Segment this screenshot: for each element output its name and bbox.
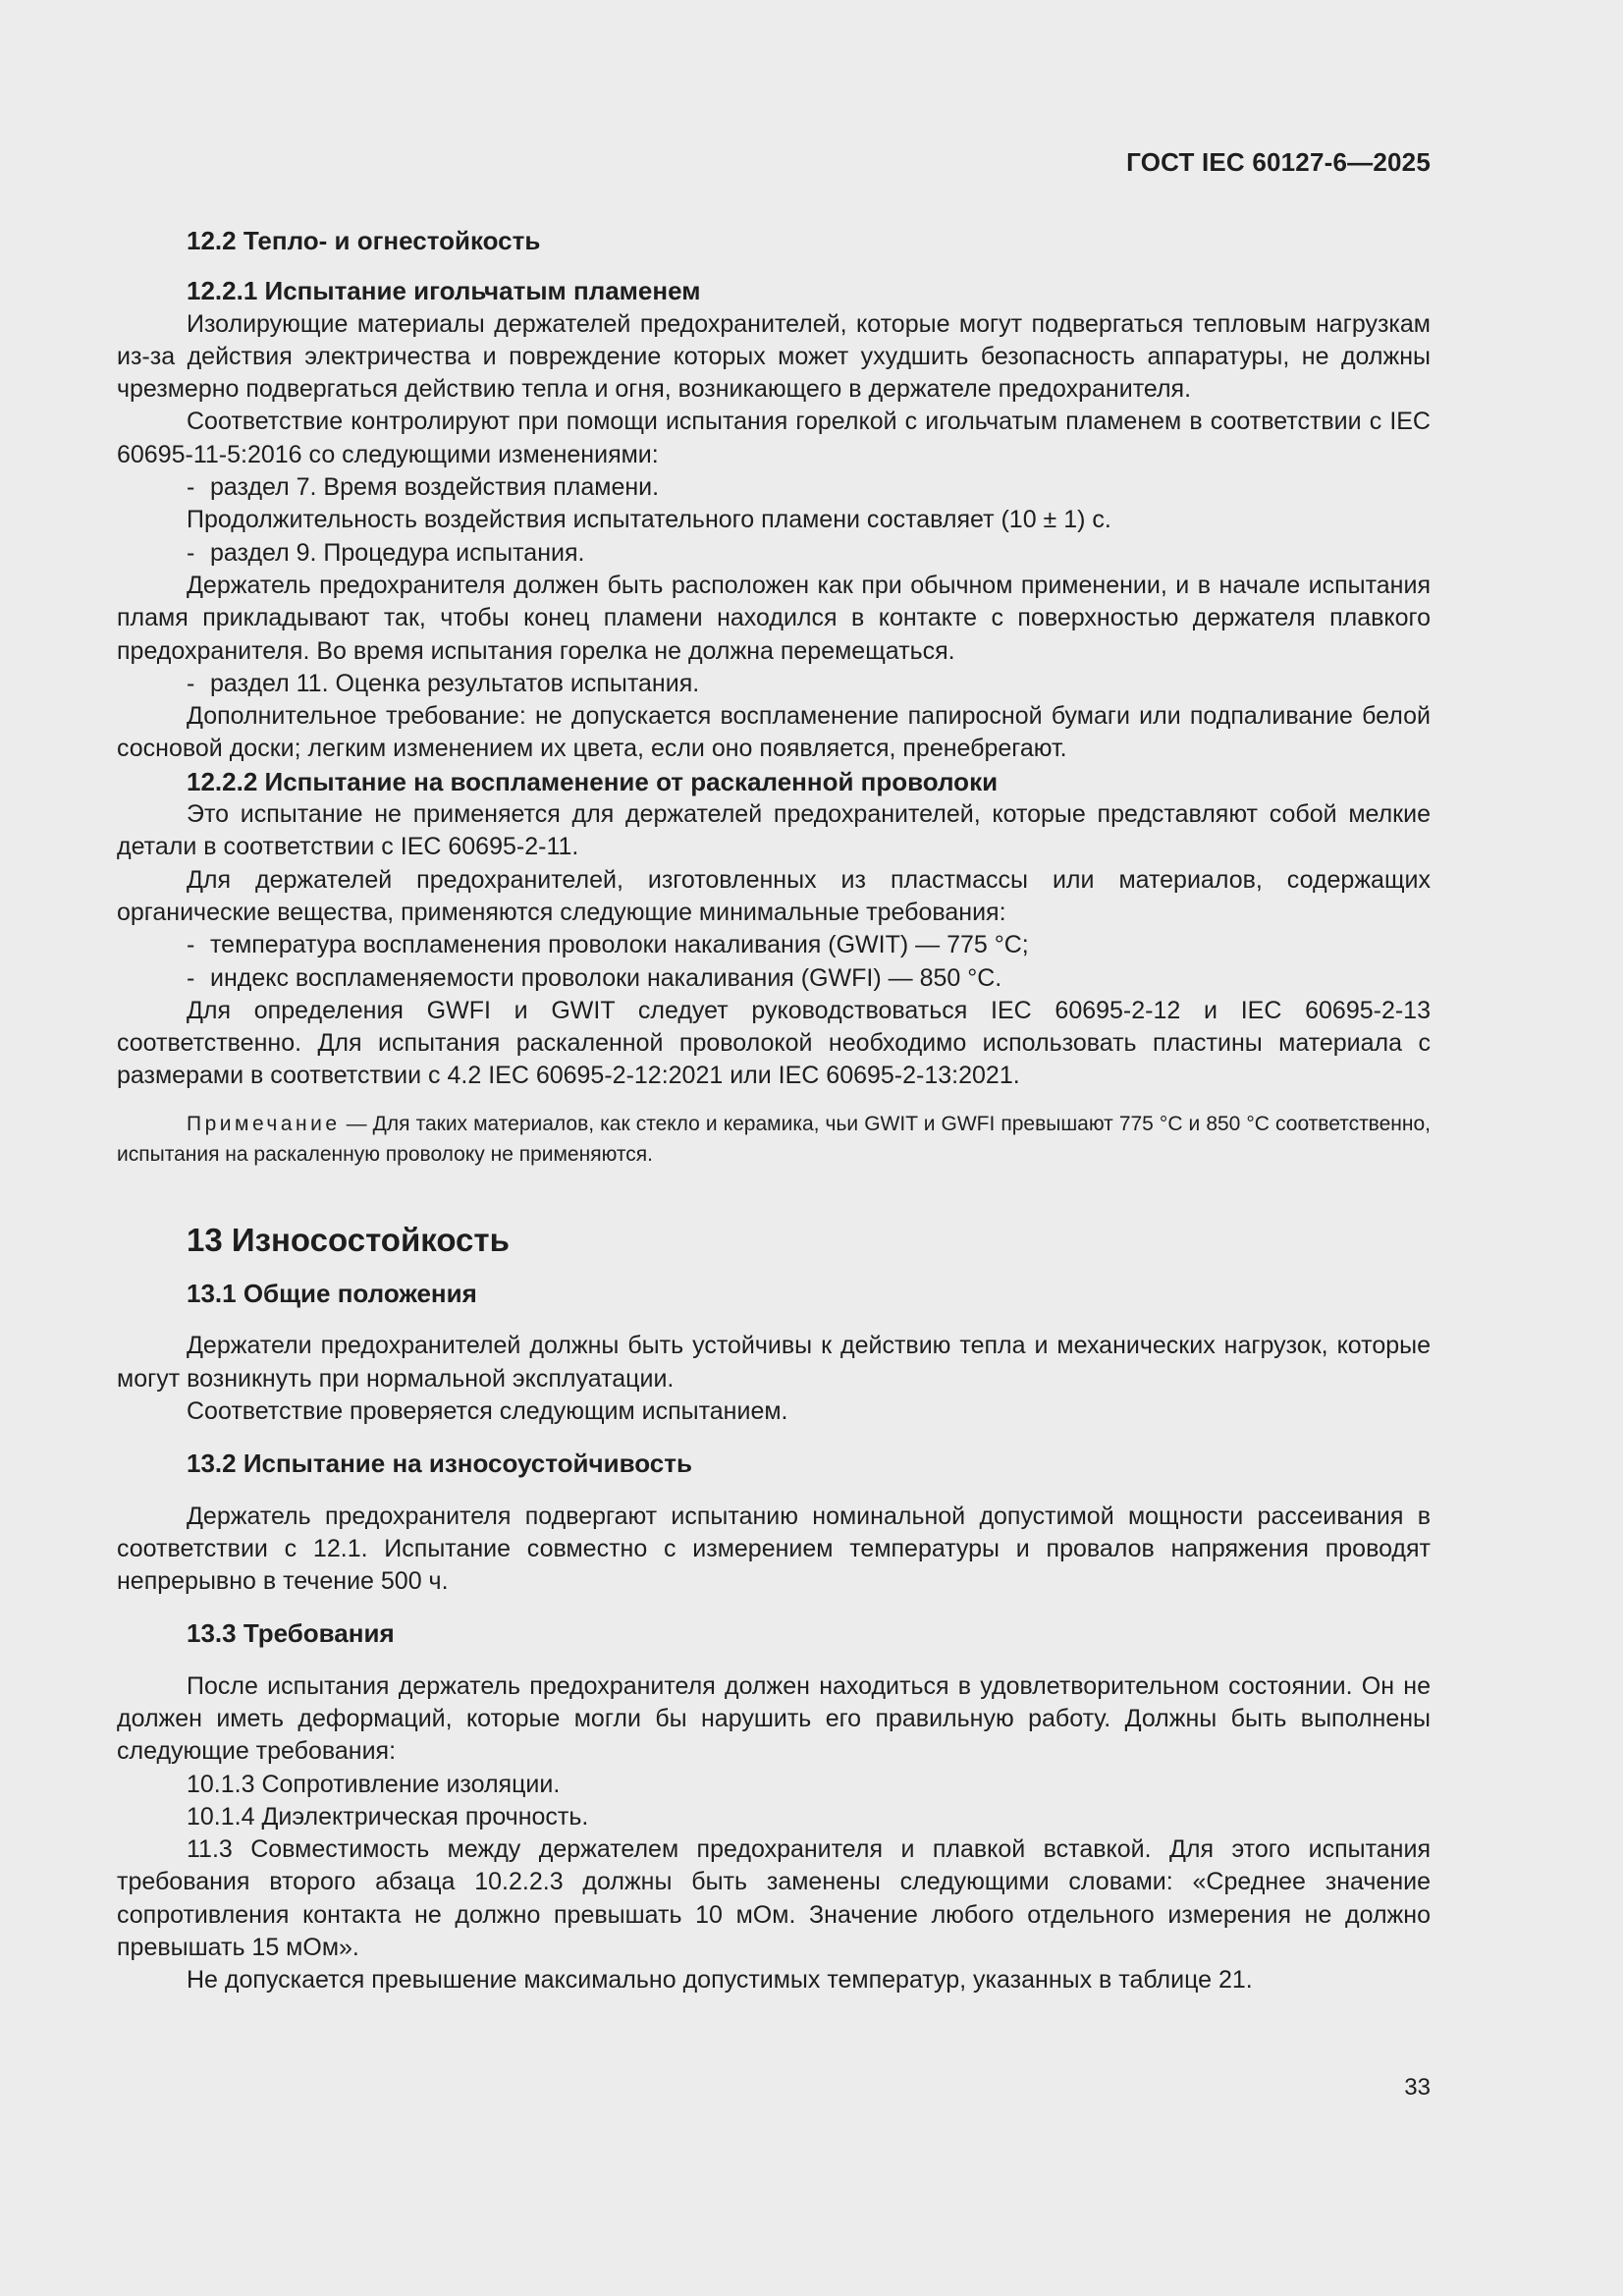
paragraph: Соответствие проверяется следующим испытанием.	[187, 1396, 788, 1425]
paragraph: Для определения GWFI и GWIT следует руководствоваться IEC 60695-2-12 и IEC 60695-2-13 соответственно. Для испытания раскаленной проволокой необходимо использовать пластины материала с размерами в соответствии с 4.2 IEC 60695-2-12:2021 или IEC 60695-2-13:2021.	[117, 996, 1431, 1090]
paragraph: Держатель предохранителя подвергают испытанию номинальной допустимой мощности рассеивания в соответствии с 12.1. Испытание совместно с измерением температуры и провалов напряжения проводят непрерывно в течение 500 ч.	[117, 1502, 1431, 1596]
list-item	[117, 668, 1431, 700]
list-dash: -	[187, 473, 195, 502]
section-13-2-heading: 13.2 Испытание на износоустойчивость	[187, 1449, 692, 1479]
section-13-heading: 13 Износостойкость	[187, 1221, 510, 1258]
note-label: Примечание	[187, 1112, 341, 1135]
paragraph: Держатели предохранителей должны быть устойчивы к действию тепла и механических нагрузок, которые могут возникнуть при нормальной эксплуатации.	[117, 1332, 1431, 1393]
list-item-text: индекс воспламеняемости проволоки накаливания (GWFI) — 850 °С.	[210, 963, 1002, 992]
paragraph: 10.1.4 Диэлектрическая прочность.	[187, 1802, 589, 1831]
section-13-1-heading: 13.1 Общие положения	[187, 1279, 477, 1309]
paragraph: Это испытание не применяется для держателей предохранителей, которые представляют собой мелкие детали в соответствии с IEC 60695-2-11.	[117, 800, 1431, 861]
note	[117, 1109, 1431, 1170]
list-dash: -	[187, 538, 195, 567]
paragraph: Для держателей предохранителей, изготовленных из пластмассы или материалов, содержащих органические вещества, применяются следующие минимальные требования:	[117, 865, 1431, 926]
list-dash: -	[187, 963, 195, 992]
list-item-text: температура воспламенения проволоки накаливания (GWIT) — 775 °С;	[210, 931, 1029, 959]
list-item-text: раздел 7. Время воздействия пламени.	[210, 473, 660, 502]
paragraph: 11.3 Совместимость между держателем предохранителя и плавкой вставкой. Для этого испытания требования второго абзаца 10.2.2.3 должны быть заменены следующими словами: «Среднее значение сопротивления контакта не должно превышать 10 мОм. Значение любого отдельного измерения не должно превышать 15 мОм».	[117, 1835, 1431, 1962]
paragraph: Изолирующие материалы держателей предохранителей, которые могут подвергаться тепловым нагрузкам из-за действия электричества и повреждение которых может ухудшить безопасность аппаратуры, не должны чрезмерно подвергаться действию тепла и огня, возникающего в держателе предохранителя.	[117, 309, 1431, 404]
list-item	[117, 471, 1431, 504]
list-item	[117, 962, 1431, 995]
list-item-text: раздел 11. Оценка результатов испытания.	[210, 669, 700, 697]
list-dash: -	[187, 931, 195, 959]
note-text: — Для таких материалов, как стекло и керамика, чьи GWIT и GWFI превышают 775 °С и 850 °С соответственно, испытания на раскаленную проволоку не применяются.	[117, 1112, 1431, 1166]
section-12-2-heading: 12.2 Тепло- и огнестойкость	[187, 226, 541, 255]
page-body	[117, 225, 1431, 1997]
paragraph: 10.1.3 Сопротивление изоляции.	[187, 1770, 561, 1798]
list-item	[117, 929, 1431, 961]
paragraph: Продолжительность воздействия испытательного пламени составляет (10 ± 1) с.	[187, 506, 1111, 534]
paragraph: Не допускается превышение максимально допустимых температур, указанных в таблице 21.	[187, 1966, 1253, 1995]
paragraph: Дополнительное требование: не допускается воспламенение папиросной бумаги или подпаливание белой сосновой доски; легким изменением их цвета, если оно появляется, пренебрегают.	[117, 702, 1431, 763]
section-13-3-heading: 13.3 Требования	[187, 1618, 395, 1649]
section-12-2-2-heading: 12.2.2 Испытание на воспламенение от раскаленной проволоки	[187, 766, 999, 796]
list-dash: -	[187, 669, 195, 697]
paragraph: После испытания держатель предохранителя должен находиться в удовлетворительном состоянии. Он не должен иметь деформаций, которые могли бы нарушить его правильную работу. Должны быть выполнены следующие требования:	[117, 1671, 1431, 1766]
page-number: 33	[1404, 2074, 1431, 2101]
paragraph: Соответствие контролируют при помощи испытания горелкой с игольчатым пламенем в соответствии с IEC 60695-11-5:2016 со следующими изменениями:	[117, 408, 1431, 468]
document-header-id: ГОСТ IEC 60127-6—2025	[1126, 147, 1431, 177]
list-item-text: раздел 9. Процедура испытания.	[210, 538, 585, 567]
paragraph: Держатель предохранителя должен быть расположен как при обычном применении, и в начале испытания пламя прикладывают так, чтобы конец пламени находился в контакте с поверхностью держателя плавкого предохранителя. Во время испытания горелка не должна перемещаться.	[117, 571, 1431, 665]
section-12-2-1-heading: 12.2.1 Испытание игольчатым пламенем	[187, 276, 701, 306]
list-item	[117, 537, 1431, 570]
